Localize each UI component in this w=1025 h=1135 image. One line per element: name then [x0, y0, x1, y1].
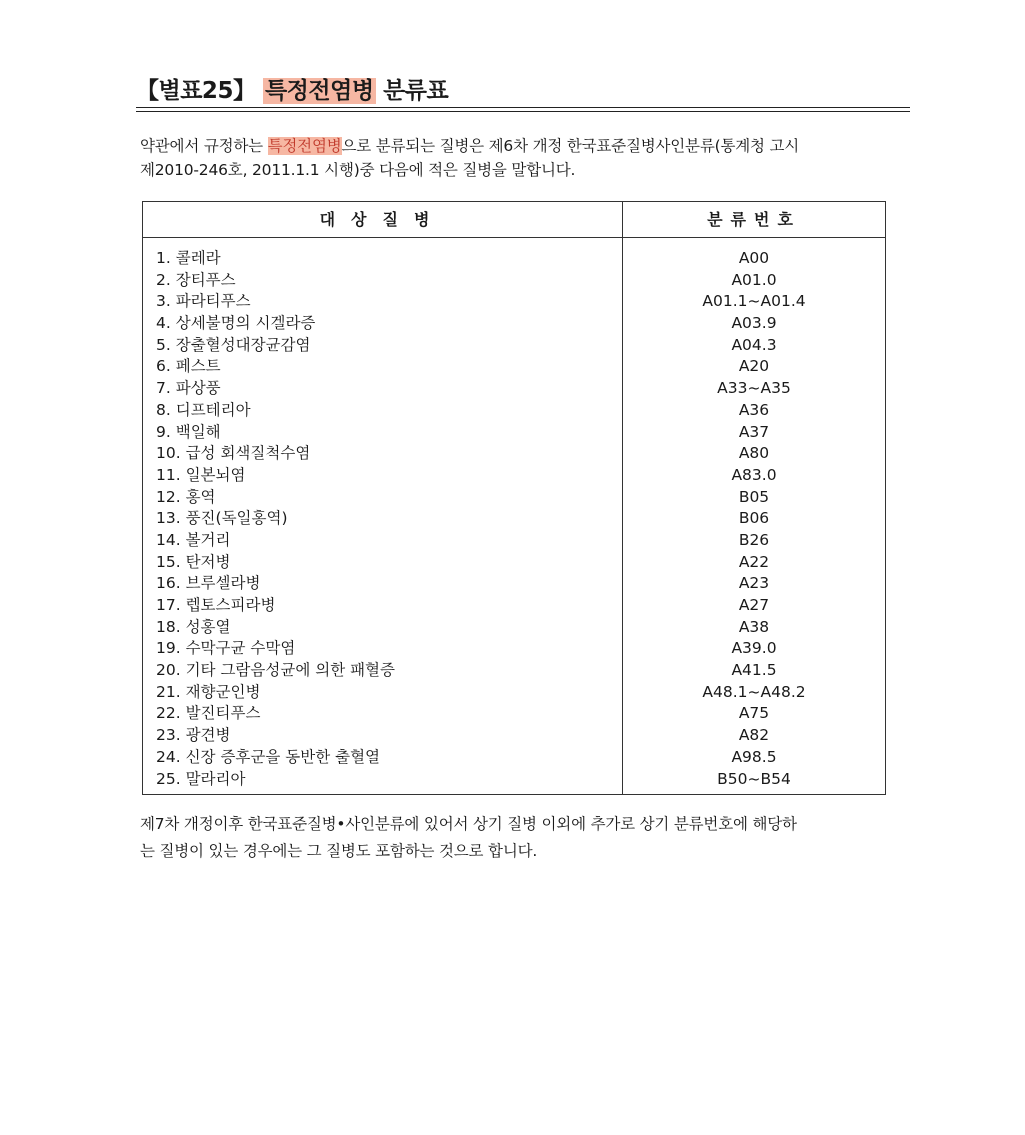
classification-code-cell: A20	[738, 357, 770, 376]
classification-code-cell: B06	[738, 509, 770, 528]
table-row	[143, 400, 885, 422]
classification-code-cell: A33~A35	[717, 379, 791, 398]
intro-paragraph	[140, 134, 910, 182]
disease-name-cell: 12. 홍역	[156, 487, 216, 506]
disease-name-cell: 15. 탄저병	[156, 552, 231, 571]
classification-code-cell: A04.3	[731, 335, 777, 354]
disease-name-cell: 23. 광견병	[156, 726, 231, 745]
intro-highlight: 특정전염병	[267, 137, 342, 155]
classification-code-cell: A41.5	[731, 661, 777, 680]
table-row	[143, 769, 885, 791]
classification-code-cell: A03.9	[731, 314, 777, 333]
table-body	[143, 248, 885, 790]
classification-code-cell: A83.0	[731, 465, 777, 484]
table-row	[143, 703, 885, 725]
classification-code-cell: A48.1~A48.2	[702, 682, 806, 701]
classification-code-cell: A27	[738, 596, 770, 614]
table-header-code: 분류번호	[707, 210, 801, 229]
disease-name-cell: 13. 풍진(독일홍역)	[156, 509, 288, 528]
disease-name-cell: 9. 백일해	[156, 422, 221, 441]
classification-code-cell: B50~B54	[717, 769, 791, 788]
disease-name-cell: 16. 브루셀라병	[156, 574, 261, 593]
table-row	[143, 356, 885, 378]
table-row	[143, 552, 885, 574]
title-highlight: 특정전염병	[264, 78, 374, 104]
classification-code-cell: A36	[738, 400, 770, 419]
classification-code-cell: A00	[738, 249, 770, 267]
intro-line-1-pre: 약관에서 규정하는	[140, 137, 268, 155]
table-row	[143, 313, 885, 335]
disease-name-cell: 2. 장티푸스	[156, 270, 236, 289]
footer-paragraph	[140, 811, 910, 865]
disease-name-cell: 3. 파라티푸스	[156, 292, 251, 311]
table-row	[143, 530, 885, 552]
classification-code-cell: B05	[738, 487, 770, 506]
table-row	[143, 508, 885, 530]
disease-name-cell: 7. 파상풍	[156, 379, 221, 398]
classification-code-cell: A01.1~A01.4	[702, 292, 806, 311]
footer-line-2: 는 질병이 있는 경우에는 그 질병도 포함하는 것으로 합니다.	[140, 842, 538, 860]
table-row	[143, 422, 885, 444]
classification-code-cell: A82	[738, 726, 770, 745]
table-row	[143, 487, 885, 509]
classification-code-cell: A75	[738, 704, 770, 723]
classification-code-cell: A39.0	[731, 639, 777, 658]
table-row	[143, 617, 885, 639]
table-row	[143, 595, 885, 617]
table-row	[143, 638, 885, 660]
disease-name-cell: 5. 장출혈성대장균감염	[156, 335, 311, 354]
page-title	[136, 76, 448, 106]
disease-name-cell: 22. 발진티푸스	[156, 704, 261, 723]
title-rule-top	[136, 107, 910, 108]
classification-code-cell: A98.5	[731, 747, 777, 766]
disease-name-cell: 6. 페스트	[156, 357, 221, 376]
classification-code-cell: A37	[738, 422, 770, 441]
classification-code-cell: B26	[738, 530, 770, 549]
table-row	[143, 682, 885, 704]
disease-name-cell: 11. 일본뇌염	[156, 465, 246, 484]
table-row	[143, 443, 885, 465]
title-prefix: 【별표25】	[136, 78, 256, 104]
disease-name-cell: 24. 신장 증후군을 동반한 출혈열	[156, 747, 381, 766]
table-row	[143, 335, 885, 357]
disease-name-cell: 19. 수막구균 수막염	[156, 639, 296, 658]
table-row	[143, 573, 885, 595]
table-header-name: 대상질병	[319, 210, 446, 229]
title-suffix: 분류표	[383, 78, 449, 104]
disease-name-cell: 17. 렙토스피라병	[156, 596, 276, 614]
disease-name-cell: 4. 상세불명의 시겔라증	[156, 314, 316, 333]
disease-name-cell: 14. 볼거리	[156, 530, 231, 549]
disease-table	[142, 201, 886, 795]
intro-line-1-post: 으로 분류되는 질병은 제6차 개정 한국표준질병사인분류(통계청 고시	[341, 137, 800, 155]
disease-name-cell: 21. 재향군인병	[156, 682, 261, 701]
disease-name-cell: 20. 기타 그람음성균에 의한 패혈증	[156, 661, 396, 680]
disease-name-cell: 10. 급성 회색질척수염	[156, 444, 311, 463]
classification-code-cell: A80	[738, 444, 770, 463]
table-row	[143, 725, 885, 747]
disease-name-cell: 25. 말라리아	[156, 769, 246, 788]
disease-name-cell: 1. 콜레라	[156, 249, 221, 267]
table-row	[143, 660, 885, 682]
classification-code-cell: A22	[738, 552, 770, 571]
table-row	[143, 465, 885, 487]
classification-code-cell: A01.0	[731, 270, 777, 289]
intro-line-2: 제2010-246호, 2011.1.1 시행)중 다음에 적은 질병을 말합니다.	[140, 161, 576, 179]
intro-line-1	[140, 134, 910, 158]
disease-name-cell: 8. 디프테리아	[156, 400, 251, 419]
table-row	[143, 248, 885, 270]
classification-code-cell: A23	[738, 574, 770, 593]
table-row	[143, 378, 885, 400]
table-row	[143, 291, 885, 313]
classification-code-cell: A38	[738, 617, 770, 636]
title-rule-bottom	[136, 111, 910, 112]
footer-line-1: 제7차 개정이후 한국표준질병•사인분류에 있어서 상기 질병 이외에 추가로 상기 분류번호에 해당하	[140, 815, 797, 833]
table-row	[143, 270, 885, 292]
disease-name-cell: 18. 성홍열	[156, 617, 231, 636]
table-row	[143, 747, 885, 769]
table-header-divider	[143, 237, 885, 238]
